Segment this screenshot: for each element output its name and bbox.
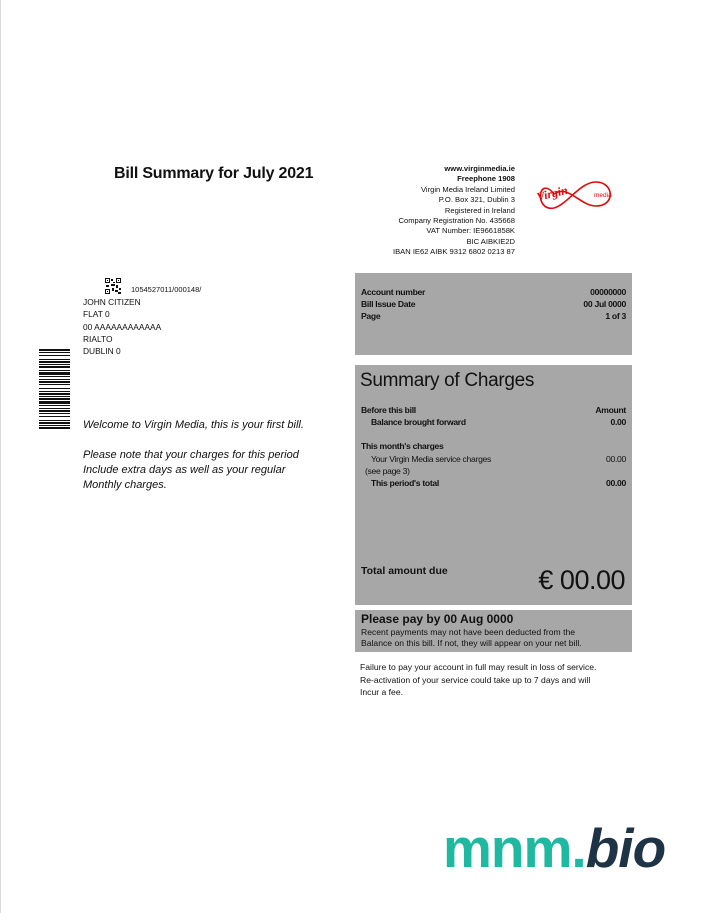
charges-note-line: Include extra days as well as your regular bbox=[83, 464, 286, 476]
payment-note bbox=[361, 627, 626, 649]
charges-note-line: Please note that your charges for this period bbox=[83, 449, 299, 461]
month-charges-label: This month's charges bbox=[361, 441, 444, 451]
see-page-note: (see page 3) bbox=[365, 466, 410, 476]
payment-note-line: Recent payments may not have been deducted from the bbox=[361, 627, 576, 637]
balance-value: 0.00 bbox=[610, 417, 626, 427]
iban: IBAN IE62 AIBK 9312 6802 0213 87 bbox=[392, 247, 515, 257]
charges-note-line: Monthly charges. bbox=[83, 479, 167, 491]
address-line: JOHN CITIZEN bbox=[83, 297, 141, 307]
bill-title: Bill Summary for July 2021 bbox=[114, 165, 314, 182]
warning-line: Failure to pay your account in full may result in loss of service. bbox=[360, 662, 597, 672]
total-due-label: Total amount due bbox=[361, 565, 448, 577]
summary-title: Summary of Charges bbox=[360, 370, 535, 391]
page-edge bbox=[0, 0, 1, 913]
account-number-label: Account number bbox=[361, 287, 426, 297]
vat-number: VAT Number: IE9661858K bbox=[426, 226, 515, 236]
see-page-row bbox=[361, 466, 626, 476]
website-link[interactable]: www.virginmedia.ie bbox=[444, 164, 515, 173]
page-label: Page bbox=[361, 311, 381, 321]
service-charges-value: 00.00 bbox=[605, 454, 626, 464]
service-charges-row bbox=[361, 454, 626, 464]
contact-block bbox=[330, 164, 515, 258]
period-total-row bbox=[361, 478, 626, 488]
warning-line: Re-activation of your service could take up to 7 days and will bbox=[360, 674, 591, 685]
page-row bbox=[361, 311, 626, 321]
address-line: DUBLIN 0 bbox=[83, 346, 121, 357]
address-line: FLAT 0 bbox=[83, 309, 110, 320]
period-total-label: This period's total bbox=[371, 478, 439, 488]
warning-line: Incur a fee. bbox=[360, 687, 403, 698]
freephone: Freephone 1908 bbox=[457, 174, 515, 184]
bic: BIC AIBKIE2D bbox=[466, 236, 515, 246]
before-bill-label: Before this bill bbox=[361, 405, 416, 415]
issue-date-row bbox=[361, 299, 626, 309]
watermark-part: bio bbox=[585, 817, 666, 879]
pay-by-date: Please pay by 00 Aug 0000 bbox=[361, 612, 514, 626]
issue-date-value: 00 Jul 0000 bbox=[583, 299, 626, 309]
summary-panel bbox=[355, 365, 632, 605]
address-line: 00 AAAAAAAAAAAA bbox=[83, 321, 162, 332]
postal-barcode bbox=[39, 349, 70, 486]
issue-date-label: Bill Issue Date bbox=[361, 299, 416, 309]
payment-note-line: Balance on this bill. If not, they will appear on your net bill. bbox=[361, 638, 582, 648]
virgin-media-logo bbox=[532, 168, 618, 220]
amount-header: Amount bbox=[595, 405, 626, 415]
month-charges-row bbox=[361, 441, 626, 451]
service-warning bbox=[360, 661, 628, 699]
logo-brand: Virgin bbox=[535, 182, 570, 204]
logo-sub: media bbox=[594, 192, 612, 199]
charges-note bbox=[83, 448, 333, 493]
balance-label: Balance brought forward bbox=[371, 417, 466, 427]
company-registration: Company Registration No. 435668 bbox=[398, 216, 515, 226]
registered: Registered in Ireland bbox=[444, 205, 515, 215]
page-value: 1 of 3 bbox=[605, 311, 626, 321]
address-line: RIALTO bbox=[83, 333, 113, 344]
balance-row bbox=[361, 417, 626, 427]
po-box: P.O. Box 321, Dublin 3 bbox=[438, 195, 515, 205]
before-bill-row bbox=[361, 405, 626, 415]
account-number-row bbox=[361, 287, 626, 297]
account-panel bbox=[355, 273, 632, 355]
qr-code-icon bbox=[105, 278, 121, 294]
watermark-part: mnm. bbox=[443, 817, 586, 879]
watermark-logo bbox=[443, 818, 665, 878]
payment-panel bbox=[355, 610, 632, 652]
account-number-value: 00000000 bbox=[590, 287, 626, 297]
customer-reference: 1054527011/000148/ bbox=[131, 285, 202, 294]
period-total-value: 00.00 bbox=[605, 478, 626, 488]
company-name: Virgin Media Ireland Limited bbox=[421, 184, 515, 194]
recipient-address bbox=[83, 296, 161, 357]
total-due-amount: € 00.00 bbox=[538, 565, 625, 595]
welcome-message: Welcome to Virgin Media, this is your first bill. bbox=[83, 419, 304, 431]
service-charges-label: Your Virgin Media service charges bbox=[371, 454, 492, 464]
